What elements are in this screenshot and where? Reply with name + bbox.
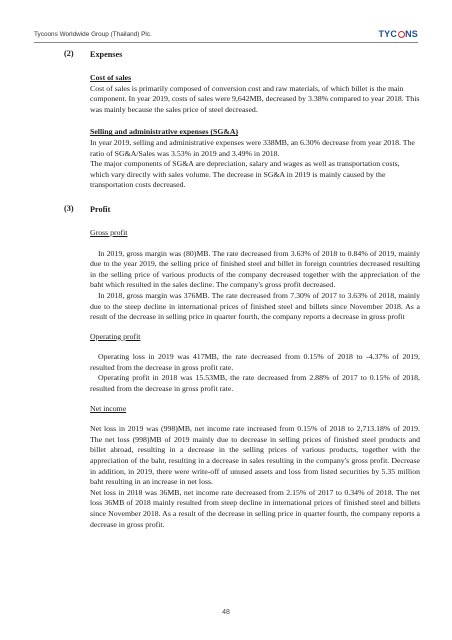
cost-of-sales-heading: Cost of sales <box>90 73 132 82</box>
net-income-heading: Net income <box>90 403 127 413</box>
operating-profit-para-1: Operating loss in 2019 was 417MB, the rate decreased from 0.15% of 2018 to -4.37% of 2019, resulted from the decrease in gross profit rate. <box>90 352 420 372</box>
profit-section <box>66 204 418 530</box>
section-title: Profit <box>90 204 111 214</box>
tycons-logo <box>378 29 418 39</box>
sga-text-1: In year 2019, selling and administrative expenses were 338MB, an 6.30% decrease from year 2018. The ratio of SG&A/Sales was 3.53% in 2019 and 3.49% in 2018. <box>90 137 415 158</box>
logo-ring-icon <box>398 31 405 38</box>
gross-profit-para-2: In 2018, gross margin was 376MB. The rate decreased from 7.30% of 2017 to 3.63% of 2018, mainly due to the steep decline in international prices of finished steel and billets since November 2018. As a result of the decrease in selling price in quarter fourth, the company reports a decrease in gross profit <box>90 290 420 322</box>
document-body <box>66 49 418 530</box>
page-header <box>34 27 418 41</box>
sga-text-2: The major components of SG&A are depreciation, salary and wages as well as transportation costs, which vary directly with sales volume. The decrease in SG&A in 2019 is mainly caused by the transportation costs decreased. <box>90 159 400 190</box>
gross-profit-heading: Gross profit <box>90 227 128 237</box>
net-income-para-2: Net loss in 2018 was 36MB, net income rate decreased from 2.15% of 2017 to 0.34% of 2018. The net loss 36MB of 2018 mainly resulted from steep decline in international prices of finished steel and billets since November 2018. As a result of the decrease in selling price in quarter fourth, the company reports a decrease in gross profit. <box>90 487 420 529</box>
net-income-para-1: Net loss in 2019 was (998)MB, net income rate increased from 0.15% of 2018 to 2,713.18% of 2019. The net loss (998)MB of 2019 mainly due to decrease in selling prices of finished steel products and billet abroad, resulting in a decrease in the selling prices of various products, together with the appreciation of the baht, resulting in a decrease in sales resulting in the company's gross profit. Decrease in addition, in 2019, there were write-off of unused assets and loss from listed securities by 5.35 million baht resulting in an increase in net loss. <box>90 424 420 487</box>
section-title: Expenses <box>90 50 123 59</box>
section-number: (2) <box>64 49 74 58</box>
gross-profit-para-1: In 2019, gross margin was (80)MB. The rate decreased from 3.63% of 2018 to 0.84% of 2019, mainly due to the year 2019, the selling price of finished steel and billet in foreign countries decreased resulting in the selling price of various products of the company decreased together with the appreciation of the baht which resulted in the sales decline. The company's gross profit decreased. <box>90 248 420 290</box>
logo-prefix: TYC <box>378 29 398 39</box>
section-number: (3) <box>64 203 74 213</box>
header-divider <box>34 42 418 43</box>
sga-heading: Selling and administrative expenses (SG&A) <box>90 127 239 137</box>
expenses-section <box>66 49 418 191</box>
page-number: 48 <box>222 609 230 616</box>
operating-profit-para-2: Operating profit in 2018 was 15.53MB, the rate decreased from 2.88% of 2017 to 0.15% of 2018, resulted from the decrease in gross profit rate. <box>90 373 420 394</box>
cost-of-sales-text: Cost of sales is primarily composed of conversion cost and raw materials, of which billet is the main component. In year 2019, costs of sales were 9,642MB, decreased by 3.38% compared to year 2018. This was mainly because the sales price of steel decreased. <box>90 83 420 114</box>
company-name: Tycoons Worldwide Group (Thailand) Plc. <box>34 30 152 38</box>
logo-suffix: NS <box>405 29 418 39</box>
operating-profit-heading: Operating profit <box>90 331 141 341</box>
